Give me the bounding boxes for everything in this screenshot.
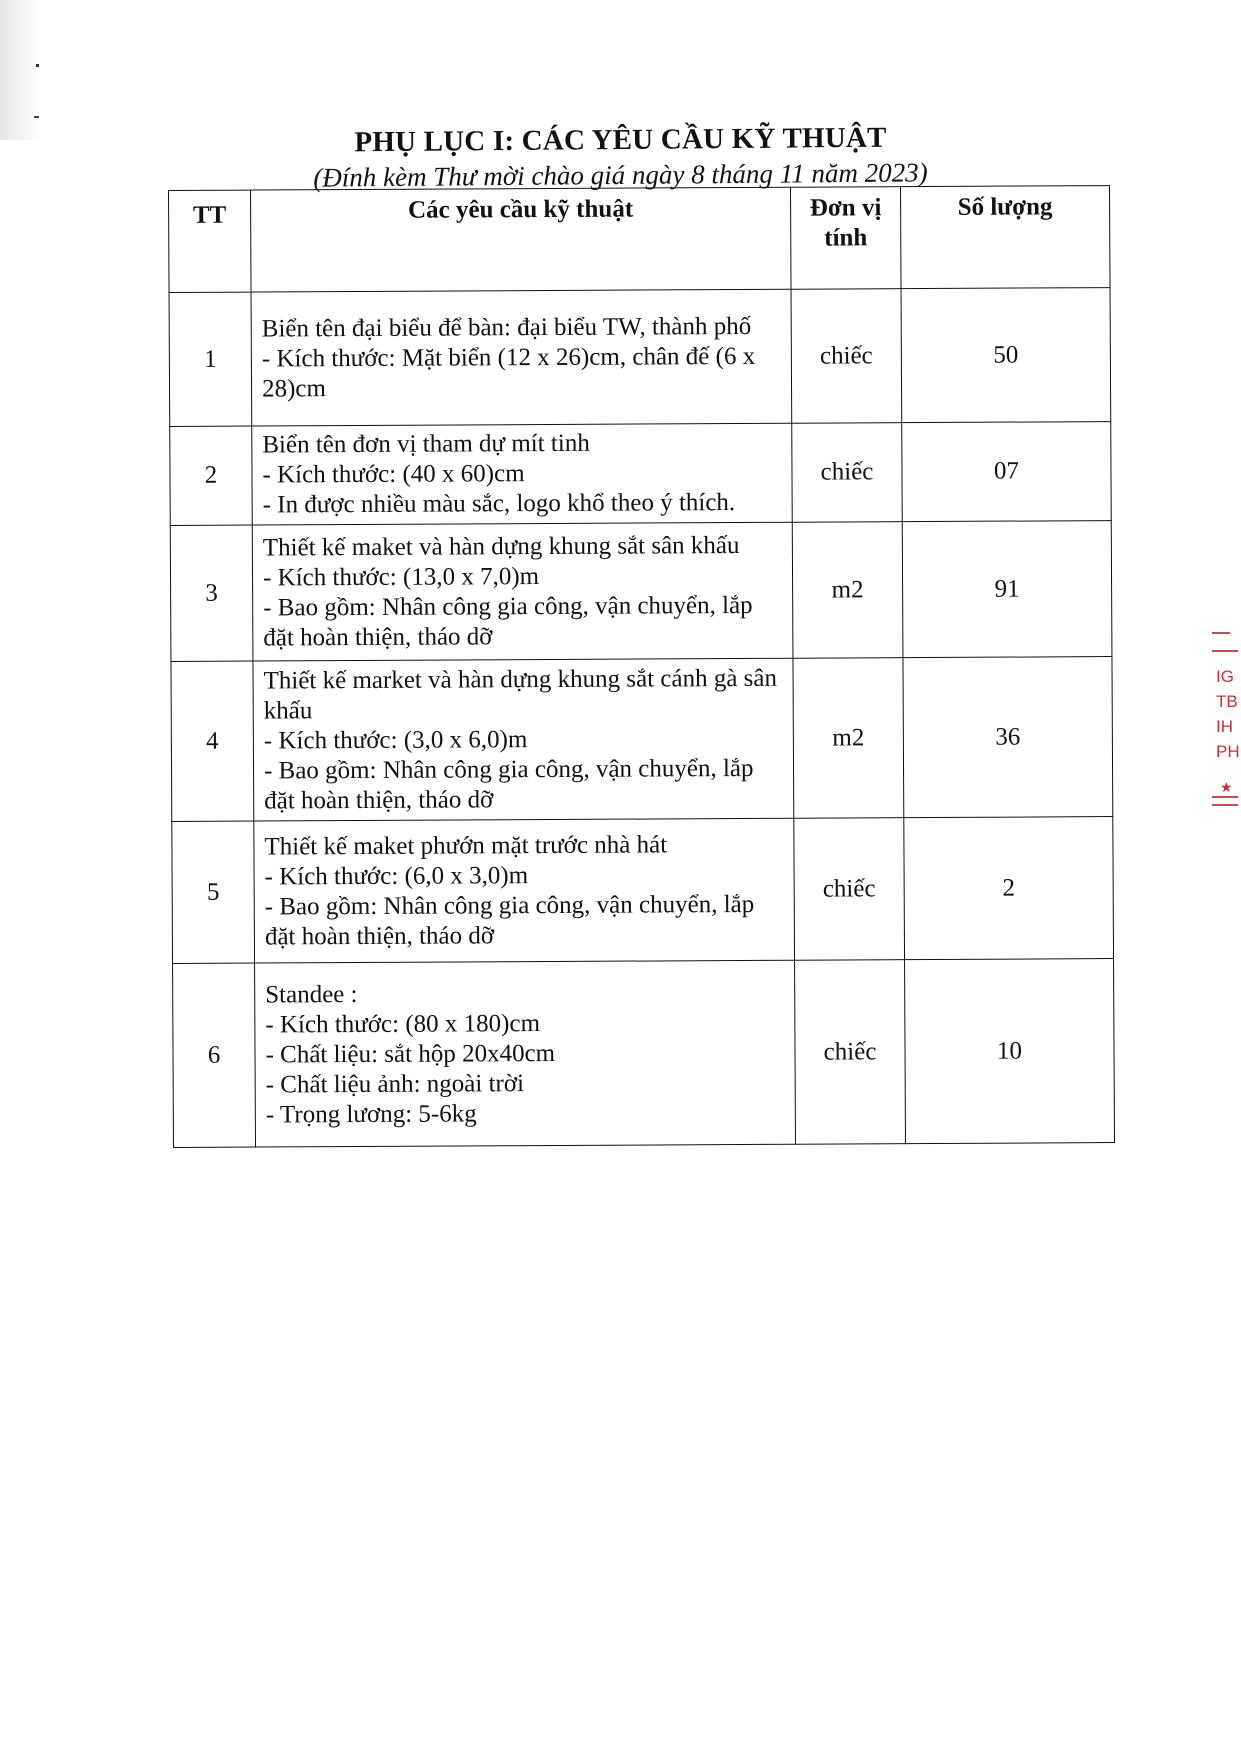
stamp-edge-line [1212,804,1238,806]
stamp-fragment: IG [1216,667,1234,686]
row-number: 4 [171,661,254,821]
table-row [170,422,1112,526]
scan-speck [34,116,39,118]
table-row [172,817,1114,964]
row-requirements [252,423,793,525]
requirement-line: - Chất liệu ảnh: ngoài trời [265,1069,525,1099]
requirement-line: Biển tên đại biểu để bàn: đại biểu TW, thành phố [261,312,752,343]
table-row [170,521,1112,662]
star-icon: ★ [1220,779,1233,795]
stamp-edge-line [1212,796,1238,798]
requirement-line: - Kích thước: (13,0 x 7,0)m [262,562,540,592]
requirement-line: - Bao gồm: Nhân công gia công, vận chuyển, lắp đặt hoàn thiện, tháo dỡ [264,890,755,951]
row-requirements [254,818,795,963]
requirement-line: - Kích thước: Mặt biển (12 x 26)cm, chân đế (6 x 28)cm [261,342,756,403]
row-unit: chiếc [792,423,903,523]
row-number: 1 [169,292,252,426]
row-unit: chiếc [795,960,906,1145]
row-quantity: 2 [904,817,1114,960]
page-subtitle: (Đính kèm Thư mời chào giá ngày 8 tháng 11 năm 2023) [313,157,928,193]
red-stamp-fragment [1208,620,1241,820]
header-quantity: Số lượng [900,186,1110,289]
stamp-fragment: TB [1216,692,1238,711]
scan-shadow [0,0,40,140]
row-requirements [253,658,794,821]
row-quantity: 91 [902,521,1112,658]
stamp-fragment: IH [1216,717,1233,736]
row-unit: m2 [792,522,903,659]
row-requirements [252,522,793,661]
header-requirements: Các yêu cầu kỹ thuật [251,187,792,292]
row-quantity: 07 [902,422,1112,522]
requirement-line: Standee : [265,980,358,1009]
requirement-line: - Kích thước: (80 x 180)cm [265,1009,541,1039]
row-requirements [255,960,796,1147]
row-quantity: 36 [903,657,1113,818]
table-row [171,657,1113,822]
scan-speck [36,64,39,67]
header-unit: Đơn vị tính [790,187,901,290]
stamp-edge-line [1212,632,1230,634]
header-tt: TT [169,190,252,292]
requirement-line: Biển tên đơn vị tham dự mít tinh [262,429,590,459]
requirements-table [168,185,1115,1148]
table-row [169,288,1111,427]
requirement-line: - Kích thước: (6,0 x 3,0)m [264,861,529,891]
stamp-text [1216,664,1241,764]
requirement-line: Thiết kế market và hàn dựng khung sắt cánh gà sân khấu [263,664,778,725]
row-number: 2 [170,426,253,525]
requirement-line: - Chất liệu: sắt hộp 20x40cm [265,1039,556,1069]
requirement-line: Thiết kế maket phướn mặt trước nhà hát [264,830,668,861]
requirement-line: - Bao gồm: Nhân công gia công, vận chuyển, lắp đặt hoàn thiện, tháo dỡ [263,754,754,815]
row-quantity: 10 [905,959,1115,1144]
row-number: 6 [173,963,256,1147]
row-quantity: 50 [901,288,1111,423]
stamp-edge-line [1212,650,1238,652]
requirement-line: - Kích thước: (40 x 60)cm [262,460,525,489]
table-header-row [169,186,1111,293]
requirement-line: Thiết kế maket và hàn dựng khung sắt sân khấu [262,531,740,562]
requirement-line: - In được nhiều màu sắc, logo khổ theo ý thích. [262,489,736,519]
stamp-fragment: PH [1216,742,1240,761]
row-requirements [251,289,792,426]
row-unit: m2 [793,658,904,819]
row-unit: chiếc [791,289,902,424]
table-row [173,959,1115,1148]
requirement-line: - Kích thước: (3,0 x 6,0)m [263,725,528,755]
requirement-line: - Bao gồm: Nhân công gia công, vận chuyển, lắp đặt hoàn thiện, tháo dỡ [263,591,753,652]
row-number: 5 [172,821,255,963]
page-title: PHỤ LỤC I: CÁC YÊU CẦU KỸ THUẬT [354,121,887,159]
row-unit: chiếc [794,818,905,961]
requirement-line: - Trọng lương: 5-6kg [265,1099,477,1129]
row-number: 3 [170,525,253,661]
